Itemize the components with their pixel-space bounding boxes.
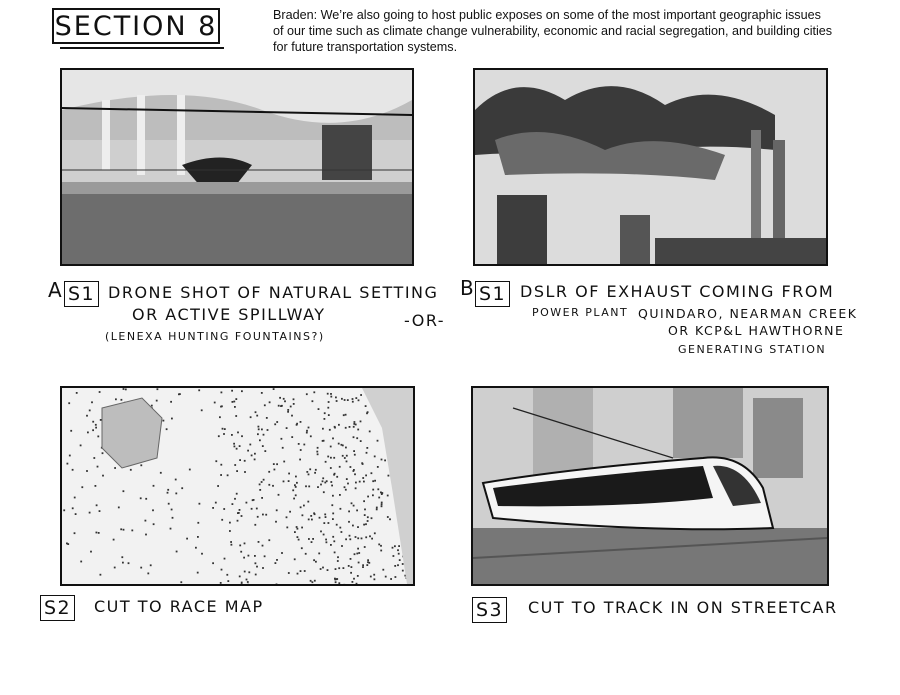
caption-a-line2: OR ACTIVE SPILLWAY [132,305,326,324]
storyboard-panel-a [60,68,414,266]
storyboard-panel-c [60,386,415,586]
shot-label-c: S2 [40,595,75,621]
caption-b-note-line1: QUINDARO, NEARMAN CREEK [638,306,858,321]
narration-text: Braden: We’re also going to host public exposes on some of the most important geographic issues of our time such as climate change vulnerability, economic and racial segregation, and building cities for future transportation systems. [273,8,833,54]
shot-label-d: S3 [472,597,507,623]
storyboard-panel-d [471,386,829,586]
caption-d-line1: CUT TO TRACK IN ON STREETCAR [528,598,838,617]
shot-label-b: S1 [475,281,510,307]
section-title: SECTION 8 [52,8,220,44]
power-plant-sketch [475,70,826,264]
streetcar-sketch [473,388,827,584]
caption-a-note: (LENEXA HUNTING FOUNTAINS?) [105,330,325,343]
option-letter-b: B [460,276,476,300]
race-map-sketch [62,388,413,584]
caption-b-note-line3: GENERATING STATION [678,343,827,356]
spillway-sketch [62,70,412,264]
option-letter-a: A [48,278,64,302]
caption-b-line1: DSLR OF EXHAUST COMING FROM [520,282,835,301]
caption-b-note-line2: OR KCP&L HAWTHORNE [668,323,845,338]
caption-c-line1: CUT TO RACE MAP [94,597,264,616]
storyboard-panel-b [473,68,828,266]
caption-a-line1: DRONE SHOT OF NATURAL SETTING [108,283,439,302]
or-separator: -OR- [404,311,446,330]
shot-label-a: S1 [64,281,99,307]
caption-b-line2: POWER PLANT [532,306,629,319]
